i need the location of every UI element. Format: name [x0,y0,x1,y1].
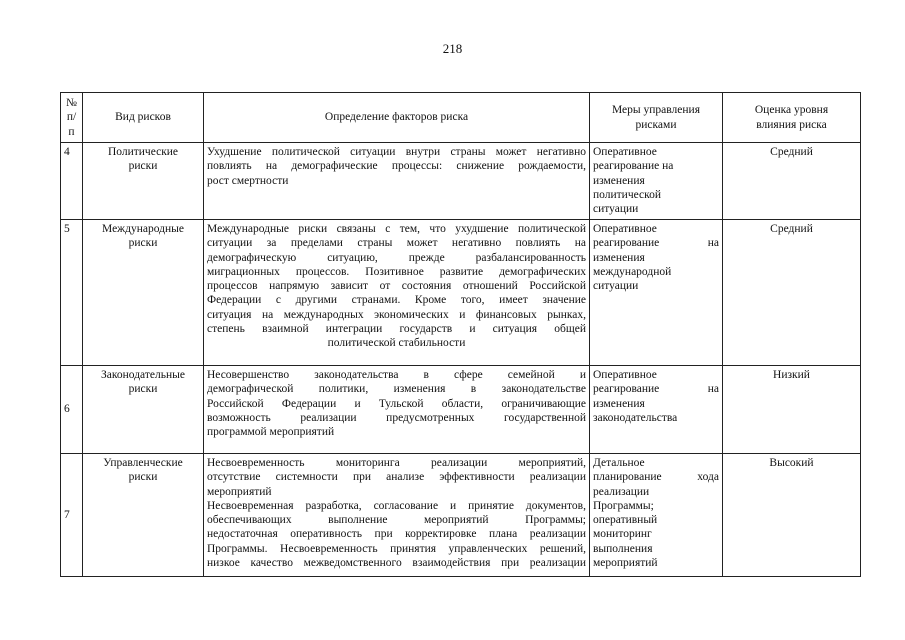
risk-type: Законодательные риски [83,366,204,454]
row-number: 4 [61,143,83,220]
table-row [61,454,861,577]
header-risk-definition: Определение факторов риска [204,93,590,143]
table-row [61,143,861,220]
risk-type: Политические риски [83,143,204,220]
risk-evaluation: Низкий [723,366,861,454]
risk-definition: Ухудшение политической ситуации внутри страны может негативно повлиять на демографические процессы: снижение рождаемости, рост смертности [204,143,590,220]
risk-evaluation: Высокий [723,454,861,577]
risk-definition: Несовершенство законодательства в сфере семейной и демографической политики, изменения в законодательстве Российской Федерации и Тульской области, ограничивающие возможность реализации предусмотренных государственной программой мероприятий [204,366,590,454]
risk-measures: Детальное планирование хода реализации Программы; оперативный мониторинг выполнения мероприятий [590,454,723,577]
row-number: 6 [61,366,83,454]
risk-type: Международные риски [83,220,204,366]
risk-evaluation: Средний [723,220,861,366]
risk-table [60,92,861,577]
header-risk-type: Вид рисков [83,93,204,143]
risk-measures: Оперативное реагирование на изменения политической ситуации [590,143,723,220]
table-header-row [61,93,861,143]
header-no: № п/п [61,93,83,143]
risk-evaluation: Средний [723,143,861,220]
header-evaluation: Оценка уровня влияния риска [723,93,861,143]
risk-type: Управленческие риски [83,454,204,577]
risk-definition: Несвоевременность мониторинга реализации мероприятий, отсутствие системности при анализе эффективности реализации мероприятий Несвоевременная разработка, согласование и принятие документов, обеспечивающих выполнение мероприятий Программы; недостаточная оперативность при корректировке плана реализации Программы. Несвоевременность принятия управленческих решений, низкое качество межведомственного взаимодействия при реализации [204,454,590,577]
risk-definition: Международные риски связаны с тем, что ухудшение политической ситуации за пределами страны может негативно повлиять на демографическую ситуацию, прежде разбалансированность миграционных процессов. Позитивное развитие демографических процессов напрямую зависит от состояния отношений Российской Федерации с другими странами. Кроме того, имеет значение ситуация на международных экономических и финансовых рынках, степень взаимной интеграции государств и ситуация общей политической стабильности [204,220,590,366]
row-number: 7 [61,454,83,577]
risk-measures: Оперативное реагирование на изменения законодательства [590,366,723,454]
header-measures: Меры управления рисками [590,93,723,143]
risk-measures: Оперативное реагирование на изменения международной ситуации [590,220,723,366]
table-row [61,220,861,366]
page-number: 218 [442,41,463,56]
row-number: 5 [61,220,83,366]
table-row [61,366,861,454]
